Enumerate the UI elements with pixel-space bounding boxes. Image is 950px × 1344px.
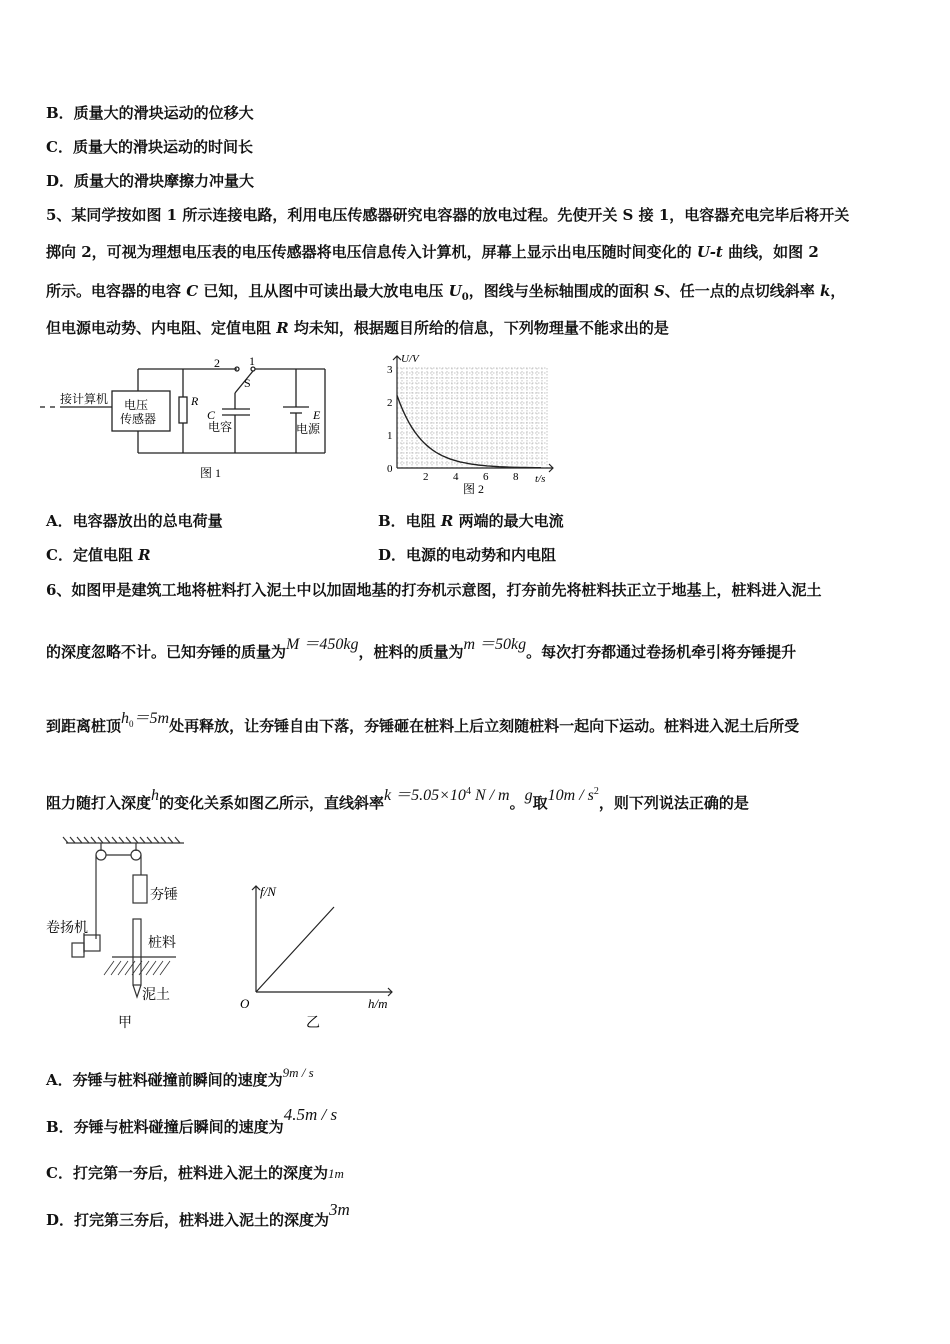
q5-stem-line4: 但电源电动势、内电阻、定值电阻 R 均未知，根据题目所给的信息，下列物理量不能求出的是 <box>46 319 669 337</box>
q5-option-a[interactable]: A．电容器放出的总电荷量 <box>46 512 223 530</box>
jia-pile-label: 桩料 <box>148 936 176 951</box>
jia-hammer-label: 夯锤 <box>150 888 178 903</box>
fig1-r-label: R <box>191 394 199 408</box>
yi-f-h-line <box>256 907 334 992</box>
yi-y-axis-label: f/N <box>260 884 276 899</box>
fig2-xtick-8: 8 <box>513 471 519 483</box>
fig2-xtick-2: 2 <box>423 471 429 483</box>
q6-stem-line3: 到距离桩顶$h_0=5m$处再释放，让夯锤自由下落，夯锤砸在桩料上后立刻随桩料一起向下运动。桩料进入泥土后所受 <box>46 710 800 735</box>
q5-option-b[interactable]: B．电阻 R 两端的最大电流 <box>378 512 564 530</box>
fig1-c-label: C <box>207 408 216 422</box>
fig2-ytick-3: 3 <box>387 364 393 376</box>
q6-option-c[interactable]: C．打完第一夯后，桩料进入泥土的深度为1m <box>46 1164 344 1182</box>
q5-stem-line2: 掷向 2，可视为理想电压表的电压传感器将电压信息传入计算机，屏幕上显示出电压随时间变化的 U-t 曲线，如图 2 <box>46 243 819 261</box>
fig1-switch-label: S <box>244 376 251 390</box>
jia-winch-label: 卷扬机 <box>46 921 88 936</box>
q6-stem-line1: 6、如图甲是建筑工地将桩料打入泥土中以加固地基的打夯机示意图，打夯前先将桩料扶正立于地基上，桩料进入泥土 <box>46 581 822 599</box>
fig2-y-axis-label: U/V <box>401 353 419 365</box>
q5-figure2-graph <box>375 350 565 498</box>
fig2-xtick-4: 4 <box>453 471 459 483</box>
yi-caption: 乙 <box>306 1016 320 1031</box>
fig2-caption: 图 2 <box>463 482 485 496</box>
fig2-ytick-1: 1 <box>387 430 393 442</box>
jia-soil-label: 泥土 <box>142 988 170 1003</box>
q6-figure-yi <box>232 880 407 1035</box>
q6-mass-pile: m ＝50kg <box>463 636 527 653</box>
q5-stem-line3: 所示。电容器的电容 C 已知，且从图中可读出最大放电电压 $U_0$，图线与坐标轴围成的面积 S、任一点的点切线斜率 k， <box>46 282 846 303</box>
q6-figure-jia <box>44 835 194 1035</box>
q5-option-d[interactable]: D．电源的电动势和内电阻 <box>378 546 557 564</box>
q6-option-a[interactable]: A．夯锤与桩料碰撞前瞬间的速度为9m / s <box>46 1065 314 1089</box>
yi-x-axis-label: h/m <box>368 996 388 1011</box>
q5-figure1-circuit <box>40 355 340 485</box>
q6-stem-line2: 的深度忽略不计。已知夯锤的质量为M ＝450kg，桩料的质量为m ＝50kg。每次打夯都通过卷扬机牵引将夯锤提升 <box>46 636 797 661</box>
fig1-source-label: 电源 <box>296 422 321 436</box>
fig2-decay-curve <box>397 395 541 467</box>
yi-origin-label: O <box>240 996 250 1011</box>
fig1-sensor-label-2: 传感器 <box>120 412 157 426</box>
fig1-e-label: E <box>313 408 321 422</box>
q6-option-d[interactable]: D．打完第三夯后，桩料进入泥土的深度为3m <box>46 1200 350 1229</box>
fig1-caption: 图 1 <box>200 466 222 480</box>
fig1-port2-label: 2 <box>214 356 220 370</box>
fig1-capacitor-label: 电容 <box>208 420 233 434</box>
q5-stem-line1: 5、某同学按如图 1 所示连接电路，利用电压传感器研究电容器的放电过程。先使开关 S 接 1，电容器充电完毕后将开关 <box>46 206 850 224</box>
jia-caption: 甲 <box>118 1016 132 1031</box>
q4-option-b[interactable]: B．质量大的滑块运动的位移大 <box>46 104 254 122</box>
fig2-xtick-6: 6 <box>483 471 489 483</box>
fig1-port1-label: 1 <box>249 355 255 368</box>
fig1-computer-label: 接计算机 <box>60 392 109 406</box>
fig2-ytick-2: 2 <box>387 397 393 409</box>
q4-option-c[interactable]: C．质量大的滑块运动的时间长 <box>46 138 253 156</box>
q6-stem-line4: 阻力随打入深度h的变化关系如图乙所示，直线斜率$k =5.05\times 10^4$ N / m。g取$10m / s^2$，则下列说法正确的是 <box>46 786 749 812</box>
q4-option-d[interactable]: D．质量大的滑块摩擦力冲量大 <box>46 172 255 190</box>
q6-option-b[interactable]: B．夯锤与桩料碰撞后瞬间的速度为4.5m / s <box>46 1105 338 1136</box>
fig1-sensor-label-1: 电压 <box>124 398 149 412</box>
q6-mass-hammer: M ＝450kg <box>286 636 359 653</box>
fig2-x-axis-label: t/s <box>535 473 546 485</box>
fig2-ytick-0: 0 <box>387 463 393 475</box>
q5-option-c[interactable]: C．定值电阻 R <box>46 546 151 564</box>
